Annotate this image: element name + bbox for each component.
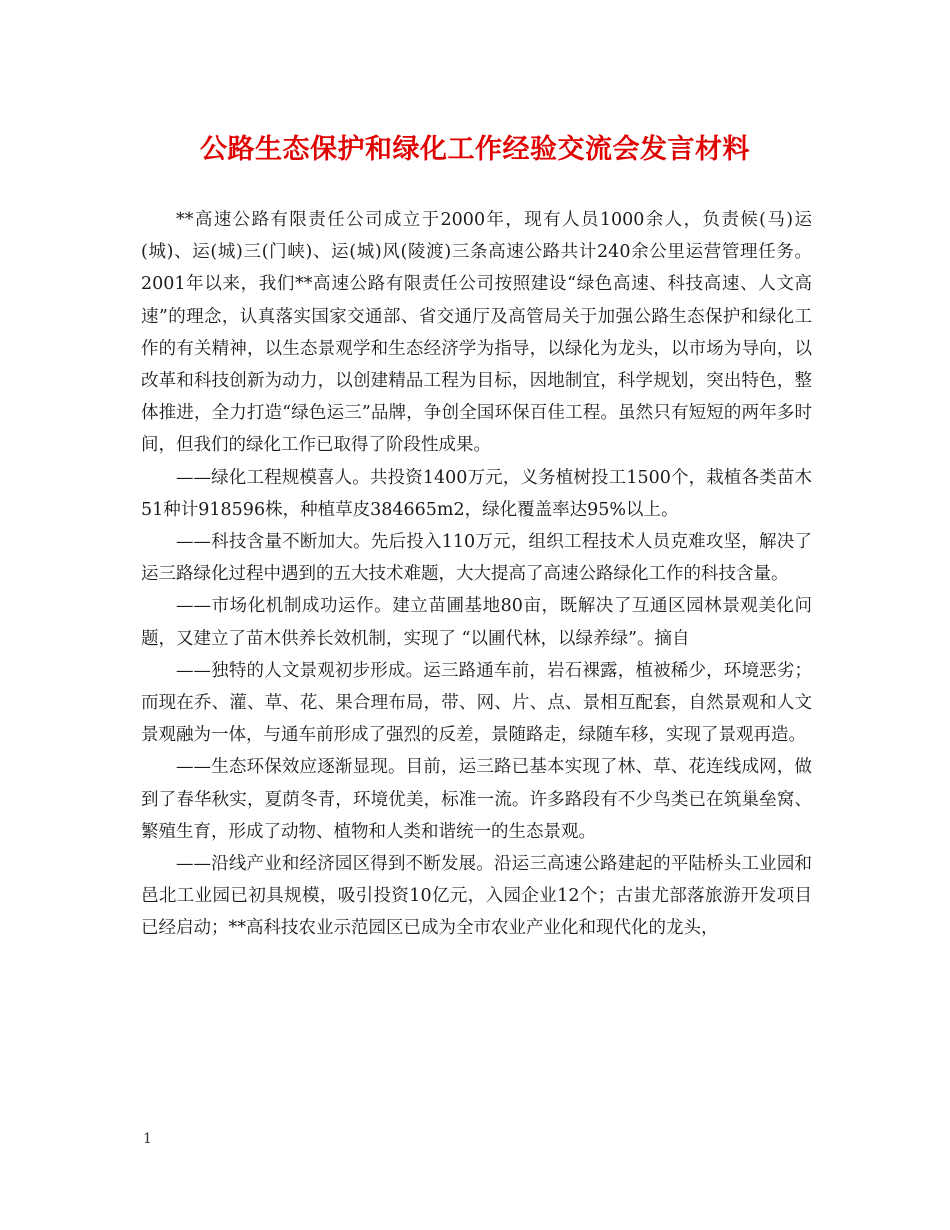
paragraph-market-mechanism: ——市场化机制成功运作。建立苗圃基地80亩，既解决了互通区园林景观美化问题，又建立了苗木供养长效机制，实现了 “以圃代林，以绿养绿”。摘自 xyxy=(141,596,812,649)
paragraph-intro: **高速公路有限责任公司成立于2000年，现有人员1000余人，负责候(马)运(城)、运(城)三(门峡)、运(城)风(陵渡)三条高速公路共计240余公里运营管理任务。2001年以来，我们**高速公路有限责任公司按照建设“绿色高速、科技高速、人文高速”的理念，认真落实国家交通部、省交通厅及高管局关于加强公路生态保护和绿化工作的有关精神，以生态景观学和生态经济学为指导，以绿化为龙头，以市场为导向，以改革和科技创新为动力，以创建精品工程为目标，因地制宜，科学规划，突出特色，整体推进，全力打造“绿色运三”品牌，争创全国环保百佳工程。虽然只有短短的两年多时间，但我们的绿化工作已取得了阶段性成果。 xyxy=(141,210,812,456)
paragraph-industry-parks: ——沿线产业和经济园区得到不断发展。沿运三高速公路建起的平陆桥头工业园和邑北工业园已初具规模，吸引投资10亿元，入园企业12个；古蚩尤部落旅游开发项目已经启动；**高科技农业示范园区已成为全市农业产业化和现代化的龙头， xyxy=(141,854,812,939)
document-body xyxy=(141,204,812,945)
paragraph-technology: ——科技含量不断加大。先后投入110万元，组织工程技术人员克难攻坚，解决了运三路绿化过程中遇到的五大技术难题，大大提高了高速公路绿化工作的科技含量。 xyxy=(141,532,812,585)
paragraph-cultural-landscape: ——独特的人文景观初步形成。运三路通车前，岩石裸露，植被稀少，环境恶劣；而现在乔、灌、草、花、果合理布局，带、网、片、点、景相互配套，自然景观和人文景观融为一体，与通车前形成了强烈的反差，景随路走，绿随车移，实现了景观再造。 xyxy=(141,660,812,746)
paragraph-ecological-effect: ——生态环保效应逐渐显现。目前，运三路已基本实现了林、草、花连线成网，做到了春华秋实，夏荫冬青，环境优美，标准一流。许多路段有不少鸟类已在筑巢垒窝、繁殖生育，形成了动物、植物和人类和谐统一的生态景观。 xyxy=(141,757,812,842)
page-number: 1 xyxy=(143,1131,152,1147)
paragraph-greening-scale: ——绿化工程规模喜人。共投资1400万元，义务植树投工1500个，栽植各类苗木51种计918596株，种植草皮384665m2，绿化覆盖率达95%以上。 xyxy=(141,467,812,520)
document-title: 公路生态保护和绿化工作经验交流会发言材料 xyxy=(200,134,750,165)
